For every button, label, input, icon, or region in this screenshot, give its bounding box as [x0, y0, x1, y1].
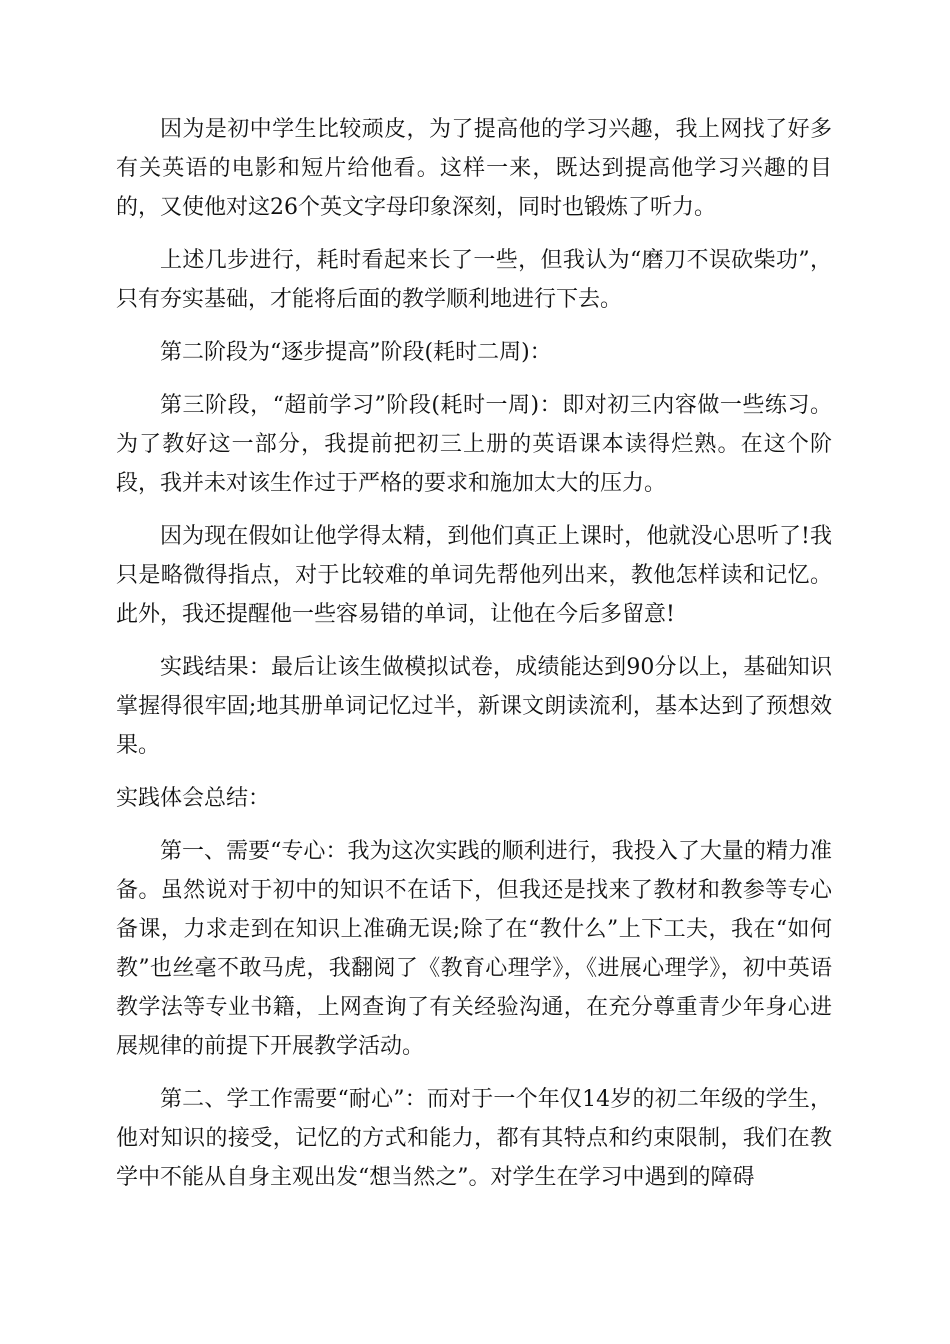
- paragraph-stage-three: 第三阶段，“超前学习”阶段(耗时一周)：即对初三内容做一些练习。为了教好这一部分，我提前把初三上册的英语课本读得烂熟。在这个阶段，我并未对该生作过于严格的要求和施加太大的压力。: [116, 393, 832, 496]
- section-heading-summary: 实践体会总结：: [116, 786, 271, 811]
- paragraph-patience: 第二、学工作需要“耐心”：而对于一个年仅14岁的初二年级的学生，他对知识的接受，记忆的方式和能力，都有其特点和约束限制，我们在教学中不能从自身主观出发“想当然之”。对学生在学习中遇到的障碍: [116, 1087, 832, 1190]
- paragraph-dedication: 第一、需要“专心：我为这次实践的顺利进行，我投入了大量的精力准备。虽然说对于初中的知识不在话下，但我还是找来了教材和教参等专心备课，力求走到在知识上准确无误;除了在“教什么”上下工夫，我在“如何教”也丝毫不敢马虎，我翻阅了《教育心理学》，《进展心理学》，初中英语教学法等专业书籍，上网查询了有关经验沟通，在充分尊重青少年身心进展规律的前提下开展教学活动。: [116, 839, 832, 1059]
- paragraph-results: 实践结果：最后让该生做模拟试卷，成绩能达到90分以上，基础知识掌握得很牢固;地其册单词记忆过半，新课文朗读流利，基本达到了预想效果。: [116, 655, 832, 758]
- paragraph-stage-two: 第二阶段为“逐步提高”阶段(耗时二周)：: [160, 340, 552, 365]
- document-page: [116, 110, 832, 1197]
- paragraph-guidance: 因为现在假如让他学得太精，到他们真正上课时，他就没心思听了!我只是略微得指点，对于比较难的单词先帮他列出来，教他怎样读和记忆。此外，我还提醒他一些容易错的单词，让他在今后多留意!: [116, 524, 832, 627]
- paragraph-foundation: 上述几步进行，耗时看起来长了一些，但我认为“磨刀不误砍柴功”，只有夯实基础，才能将后面的教学顺利地进行下去。: [116, 248, 832, 312]
- paragraph-interest: 因为是初中学生比较顽皮，为了提高他的学习兴趣，我上网找了好多有关英语的电影和短片给他看。这样一来，既达到提高他学习兴趣的目的，又使他对这26个英文字母印象深刻，同时也锻炼了听力。: [116, 117, 832, 220]
